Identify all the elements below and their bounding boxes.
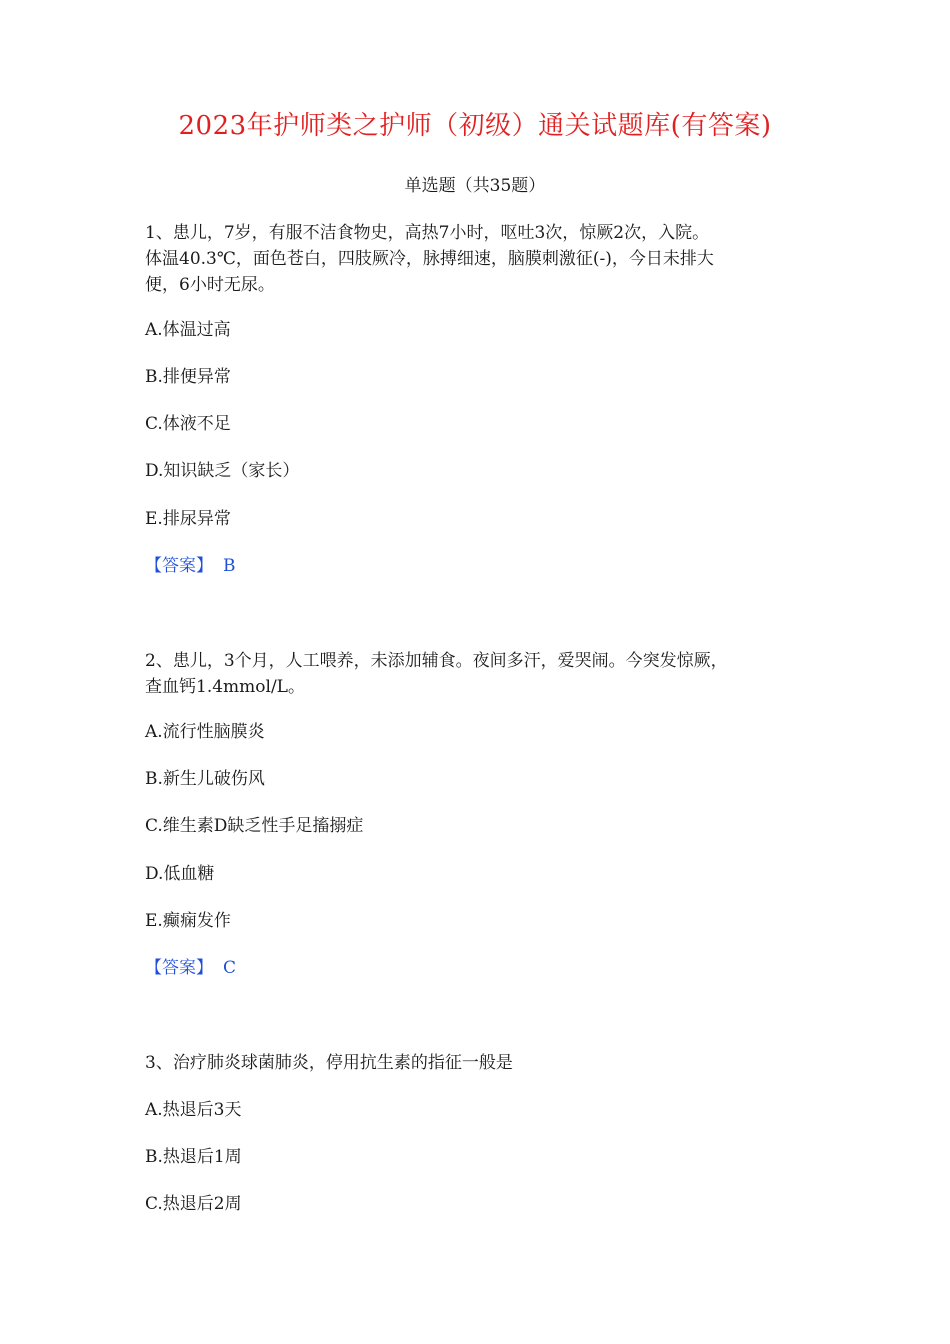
option-a: A.热退后3天: [145, 1100, 242, 1120]
option-b: B.排便异常: [145, 367, 231, 387]
option-b: B.热退后1周: [145, 1147, 242, 1167]
question-stem-line: 体温40.3℃，面色苍白，四肢厥冷，脉搏细速，脑膜刺激征(-)，今日未排大: [145, 249, 714, 269]
answer-value: C: [223, 958, 237, 978]
question-stem-line: 3、治疗肺炎球菌肺炎，停用抗生素的指征一般是: [145, 1053, 513, 1073]
option-a: A.流行性脑膜炎: [145, 722, 265, 742]
option-c: C.热退后2周: [145, 1194, 242, 1214]
answer-label: 【答案】: [145, 556, 213, 576]
question-stem-line: 1、患儿，7岁，有服不洁食物史，高热7小时，呕吐3次，惊厥2次，入院。: [145, 223, 710, 243]
option-e: E.癫痫发作: [145, 911, 231, 931]
option-b: B.新生儿破伤风: [145, 769, 265, 789]
question-stem-line: 便，6小时无尿。: [145, 275, 275, 295]
option-d: D.知识缺乏（家长）: [145, 461, 300, 481]
answer-label: 【答案】: [145, 958, 213, 978]
option-e: E.排尿异常: [145, 509, 231, 529]
option-d: D.低血糖: [145, 864, 215, 884]
answer-line: [145, 552, 805, 580]
question-stem-line: 2、患儿，3个月，人工喂养，未添加辅食。夜间多汗，爱哭闹。今突发惊厥，: [145, 651, 728, 671]
answer-value: B: [223, 556, 236, 576]
page-title: 2023年护师类之护师（初级）通关试题库(有答案): [178, 111, 772, 141]
option-c: C.体液不足: [145, 414, 231, 434]
answer-line: [145, 954, 805, 982]
option-c: C.维生素D缺乏性手足搐搦症: [145, 816, 364, 836]
question-stem-line: 查血钙1.4mmol/L。: [145, 677, 305, 697]
option-a: A.体温过高: [145, 320, 231, 340]
section-title: 单选题（共35题）: [404, 176, 546, 196]
